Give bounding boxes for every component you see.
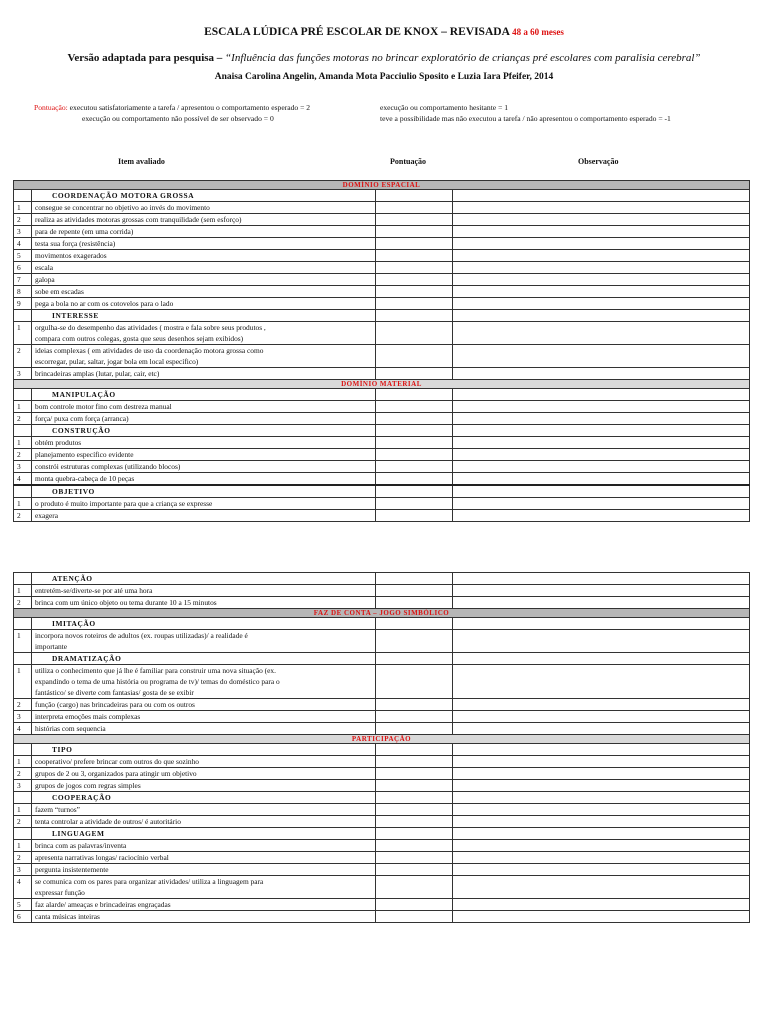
table-row: 3 interpreta emoções mais complexas — [14, 711, 750, 723]
section-row: CONSTRUÇÃO — [14, 425, 750, 437]
observation-cell[interactable] — [453, 911, 750, 923]
observation-cell[interactable] — [453, 597, 750, 609]
table-row: 2 grupos de 2 ou 3, organizados para atingir um objetivo — [14, 768, 750, 780]
column-item: Item avaliado — [118, 157, 165, 166]
score-cell[interactable] — [376, 437, 453, 449]
section-row: MANIPULAÇÃO — [14, 389, 750, 401]
score-cell[interactable] — [376, 368, 453, 380]
observation-cell[interactable] — [453, 840, 750, 852]
observation-cell[interactable] — [453, 214, 750, 226]
observation-cell[interactable] — [453, 437, 750, 449]
observation-cell[interactable] — [453, 298, 750, 310]
observation-cell[interactable] — [453, 756, 750, 768]
evaluation-table-2 — [13, 572, 750, 923]
table-row: 4 se comunica com os pares para organizar atividades/ utiliza a linguagem para expressar função — [14, 876, 750, 899]
score-cell[interactable] — [376, 322, 453, 345]
score-cell[interactable] — [376, 262, 453, 274]
section-row: ATENÇÃO — [14, 573, 750, 585]
observation-cell[interactable] — [453, 804, 750, 816]
table-row: 6 canta músicas inteiras — [14, 911, 750, 923]
table-row: 7 galopa — [14, 274, 750, 286]
scoring-hesitant: execução ou comportamento hesitante = 1 — [380, 103, 509, 112]
observation-cell[interactable] — [453, 250, 750, 262]
table-row: 1 consegue se concentrar no objetivo ao invés do movimento — [14, 202, 750, 214]
scoring-line-1: Pontuação: executou satisfatoriamente a tarefa / apresentou o comportamento esperado = 2 — [34, 103, 311, 112]
score-cell[interactable] — [376, 711, 453, 723]
observation-cell[interactable] — [453, 585, 750, 597]
observation-cell[interactable] — [453, 816, 750, 828]
table-row: 1 entretém-se/diverte-se por até uma hora — [14, 585, 750, 597]
score-cell[interactable] — [376, 597, 453, 609]
observation-cell[interactable] — [453, 699, 750, 711]
document-title: ESCALA LÚDICA PRÉ ESCOLAR DE KNOX – REVISADA 48 a 60 meses — [204, 26, 564, 38]
score-cell[interactable] — [376, 202, 453, 214]
table-row: 3 pergunta insistentemente — [14, 864, 750, 876]
document-subtitle: Versão adaptada para pesquisa – “Influência das funções motoras no brincar exploratório de crianças pré escolares com paralisia cerebral” — [67, 52, 701, 64]
observation-cell[interactable] — [453, 274, 750, 286]
table-row: 3 brincadeiras amplas (lutar, pular, cair, etc) — [14, 368, 750, 380]
observation-cell[interactable] — [453, 852, 750, 864]
table-row: 8 sobe em escadas — [14, 286, 750, 298]
table-row: 9 pega a bola no ar com os cotovelos para o lado — [14, 298, 750, 310]
scoring-minus-one: teve a possibilidade mas não executou a tarefa / não apresentou o comportamento esperado = -1 — [380, 114, 671, 123]
score-cell[interactable] — [376, 723, 453, 735]
table-row: 1 incorpora novos roteiros de adultos (ex. roupas utilizadas)/ a realidade é importante — [14, 630, 750, 653]
observation-cell[interactable] — [453, 449, 750, 461]
table-row: 2 planejamento específico evidente — [14, 449, 750, 461]
score-cell[interactable] — [376, 286, 453, 298]
domain-row: DOMÍNIO ESPACIAL — [14, 181, 750, 190]
score-cell[interactable] — [376, 238, 453, 250]
score-cell[interactable] — [376, 510, 453, 522]
observation-cell[interactable] — [453, 899, 750, 911]
section-row: TIPO — [14, 744, 750, 756]
observation-cell[interactable] — [453, 864, 750, 876]
observation-cell[interactable] — [453, 876, 750, 899]
score-cell[interactable] — [376, 840, 453, 852]
table-row: 1 utiliza o conhecimento que já lhe é familiar para construir uma nova situação (ex. expandindo o tema de uma história ou programa de tv)/ temas do doméstico para o fantástico/ se diverte com fantasias/ gosta de se exibir — [14, 665, 750, 699]
observation-cell[interactable] — [453, 226, 750, 238]
table-row: 3 grupos de jogos com regras simples — [14, 780, 750, 792]
observation-cell[interactable] — [453, 286, 750, 298]
table-row: 2 força/ puxa com força (arranca) — [14, 413, 750, 425]
observation-cell[interactable] — [453, 461, 750, 473]
domain-row: PARTICIPAÇÃO — [14, 735, 750, 744]
table-row: 2 tenta controlar a atividade de outros/ é autoritário — [14, 816, 750, 828]
score-cell[interactable] — [376, 899, 453, 911]
score-cell[interactable] — [376, 449, 453, 461]
section-row: OBJETIVO — [14, 485, 750, 498]
table-row: 1 fazem “turnos” — [14, 804, 750, 816]
table-row: 5 faz alarde/ ameaças e brincadeiras engraçadas — [14, 899, 750, 911]
observation-cell[interactable] — [453, 401, 750, 413]
table-row: 1 brinca com as palavras/inventa — [14, 840, 750, 852]
observation-cell[interactable] — [453, 665, 750, 699]
observation-cell[interactable] — [453, 238, 750, 250]
table-row: 1 o produto é muito importante para que a criança se expresse — [14, 498, 750, 510]
section-row: INTERESSE — [14, 310, 750, 322]
observation-cell[interactable] — [453, 262, 750, 274]
table-row: 4 monta quebra-cabeça de 10 peças — [14, 473, 750, 486]
score-cell[interactable] — [376, 768, 453, 780]
score-cell[interactable] — [376, 250, 453, 262]
table-row: 2 apresenta narrativas longas/ raciocínio verbal — [14, 852, 750, 864]
table-row: 3 constrói estruturas complexas (utilizando blocos) — [14, 461, 750, 473]
score-cell[interactable] — [376, 665, 453, 699]
score-cell[interactable] — [376, 461, 453, 473]
observation-cell[interactable] — [453, 780, 750, 792]
observation-cell[interactable] — [453, 510, 750, 522]
authors-line: Anaisa Carolina Angelin, Amanda Mota Pacciulio Sposito e Luzia Iara Pfeifer, 2014 — [214, 72, 554, 82]
observation-cell[interactable] — [453, 345, 750, 368]
evaluation-table-1 — [13, 180, 750, 522]
score-cell[interactable] — [376, 298, 453, 310]
score-cell[interactable] — [376, 780, 453, 792]
table-row: 2 brinca com um único objeto ou tema durante 10 a 15 minutos — [14, 597, 750, 609]
score-cell[interactable] — [376, 804, 453, 816]
score-cell[interactable] — [376, 214, 453, 226]
observation-cell[interactable] — [453, 768, 750, 780]
section-row: LINGUAGEM — [14, 828, 750, 840]
observation-cell[interactable] — [453, 413, 750, 425]
table-row: 1 obtém produtos — [14, 437, 750, 449]
score-cell[interactable] — [376, 413, 453, 425]
score-cell[interactable] — [376, 864, 453, 876]
table-row: 1 orgulha-se do desempenho das atividades ( mostra e fala sobre seus produtos , compara com outros colegas, gosta que seus desenhos sejam exibidos) — [14, 322, 750, 345]
score-cell[interactable] — [376, 498, 453, 510]
table-row: 4 testa sua força (resistência) — [14, 238, 750, 250]
observation-cell[interactable] — [453, 723, 750, 735]
score-cell[interactable] — [376, 274, 453, 286]
section-row: COOPERAÇÃO — [14, 792, 750, 804]
score-cell[interactable] — [376, 756, 453, 768]
observation-cell[interactable] — [453, 368, 750, 380]
score-cell[interactable] — [376, 816, 453, 828]
domain-row: DOMÍNIO MATERIAL — [14, 380, 750, 389]
score-cell[interactable] — [376, 585, 453, 597]
scoring-zero: execução ou comportamento não possível de ser observado = 0 — [82, 114, 274, 123]
observation-cell[interactable] — [453, 322, 750, 345]
table-row: 2 realiza as atividades motoras grossas com tranquilidade (sem esforço) — [14, 214, 750, 226]
score-cell[interactable] — [376, 401, 453, 413]
table-row: 3 para de repente (em uma corrida) — [14, 226, 750, 238]
table-row: 4 histórias com sequencia — [14, 723, 750, 735]
score-cell[interactable] — [376, 630, 453, 653]
score-cell[interactable] — [376, 876, 453, 899]
observation-cell[interactable] — [453, 711, 750, 723]
score-cell[interactable] — [376, 852, 453, 864]
section-row: IMITAÇÃO — [14, 618, 750, 630]
scoring-label: Pontuação: — [34, 103, 68, 112]
table-row: 2 ideias complexas ( em atividades de uso da coordenação motora grossa como escorregar, pular, saltar, jogar bola em local específico) — [14, 345, 750, 368]
table-row: 2 função (cargo) nas brincadeiras para ou com os outros — [14, 699, 750, 711]
score-cell[interactable] — [376, 226, 453, 238]
section-row: COORDENAÇÃO MOTORA GROSSA — [14, 190, 750, 202]
column-observation: Observação — [578, 157, 619, 166]
table-row: 1 cooperativo/ prefere brincar com outros do que sozinho — [14, 756, 750, 768]
age-range: 48 a 60 meses — [512, 27, 564, 37]
table-row: 6 escala — [14, 262, 750, 274]
table-row: 2 exagera — [14, 510, 750, 522]
observation-cell[interactable] — [453, 630, 750, 653]
score-cell[interactable] — [376, 699, 453, 711]
observation-cell[interactable] — [453, 202, 750, 214]
score-cell[interactable] — [376, 911, 453, 923]
score-cell[interactable] — [376, 473, 453, 486]
domain-row: FAZ DE CONTA – JOGO SIMBÓLICO — [14, 609, 750, 618]
section-row: DRAMATIZAÇÃO — [14, 653, 750, 665]
observation-cell[interactable] — [453, 498, 750, 510]
column-score: Pontuação — [390, 157, 426, 166]
table-row: 1 bom controle motor fino com destreza manual — [14, 401, 750, 413]
observation-cell[interactable] — [453, 473, 750, 486]
table-row: 5 movimentos exagerados — [14, 250, 750, 262]
score-cell[interactable] — [376, 345, 453, 368]
